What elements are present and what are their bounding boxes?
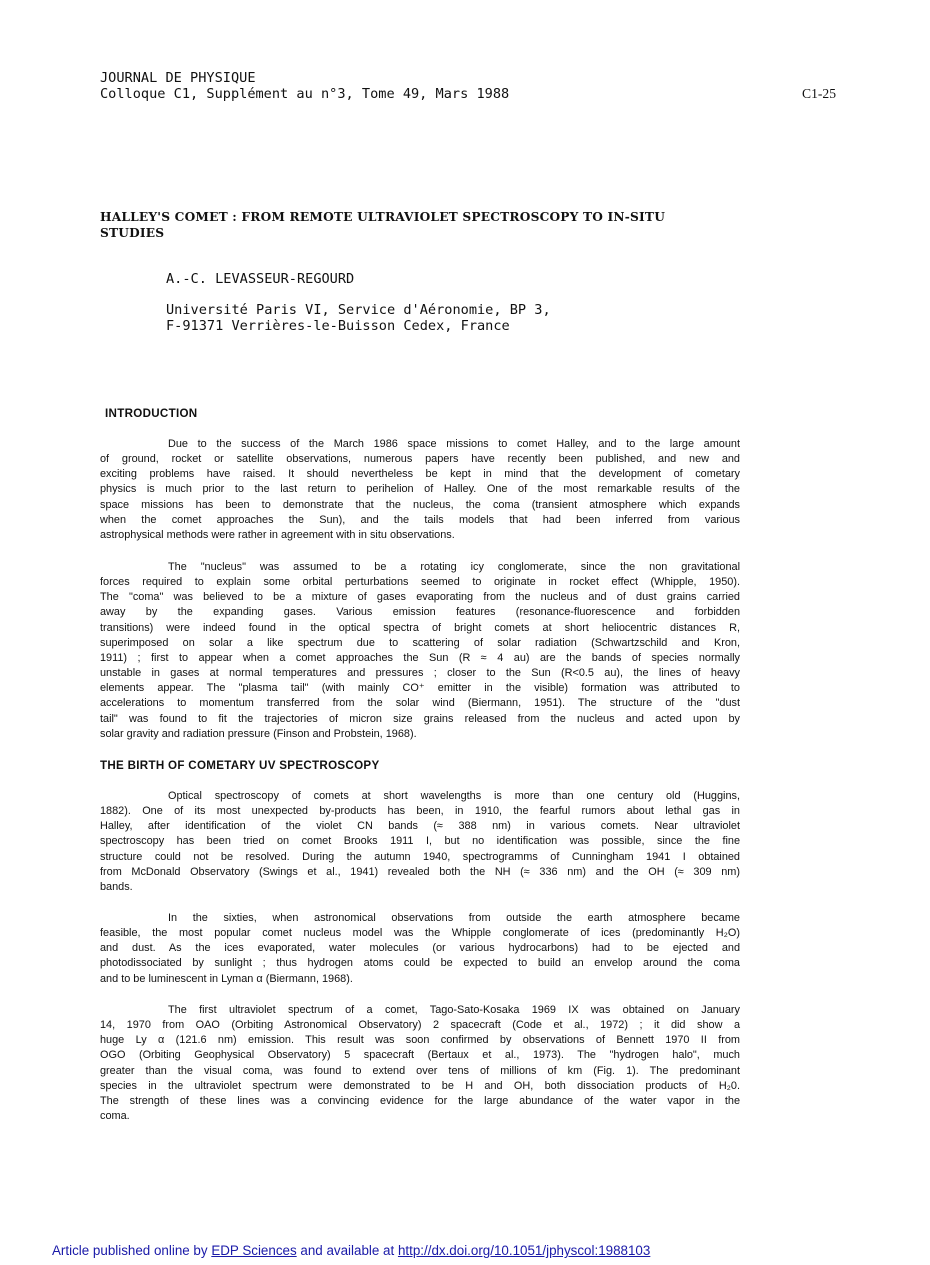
footer-middle: and available at — [300, 1243, 395, 1258]
paragraph — [100, 789, 740, 895]
paragraph — [100, 1003, 740, 1124]
text-line: The "nucleus" was assumed to be a rotating icy conglomerate, since the non gravitational — [168, 561, 740, 573]
text-line: from McDonald Observatory (Swings et al., 1941) revealed both the NH (≈ 336 nm) and the OH (≈ 309 nm) — [100, 865, 740, 878]
journal-name: JOURNAL DE PHYSIQUE — [100, 70, 256, 86]
paragraph — [100, 437, 740, 543]
title-line-2: STUDIES — [100, 226, 165, 240]
text-line: unstable in gases at normal temperatures and pressures ; closer to the Sun (R<0.5 au), the lines of heavy — [100, 667, 740, 680]
text-line: OGO (Orbiting Geophysical Observatory) 5 spacecraft (Bertaux et al., 1973). The "hydrogen halo", much — [100, 1049, 740, 1062]
text-line: greater than the visual coma, was found to extend over tens of millions of km (Fig. 1). The predominant — [100, 1064, 740, 1077]
doi-link[interactable]: http://dx.doi.org/10.1051/jphyscol:1988103 — [397, 1243, 651, 1258]
publisher-link[interactable]: EDP Sciences — [211, 1243, 297, 1258]
text-line: 1882). One of its most unexpected by-products has been, in 1910, the fearful rumors about lethal gas in — [100, 805, 740, 818]
text-line: elements appear. The "plasma tail" (with mainly CO⁺ emitter in the visible) formation was attributed to — [100, 682, 740, 695]
text-line: astrophysical methods were rather in agreement with in situ observations. — [100, 528, 455, 541]
affiliation-line-1: Université Paris VI, Service d'Aéronomie, BP 3, — [166, 302, 551, 318]
text-line: and to be luminescent in Lyman α (Biermann, 1968). — [100, 972, 353, 985]
author-affiliation — [166, 302, 551, 334]
text-line: photodissociated by sunlight ; thus hydrogen atoms could be expected to build an envelop around the coma — [100, 957, 740, 970]
text-line: spectroscopy has been tried on comet Brooks 1911 I, but no identification was possible, since the fine — [100, 835, 740, 848]
affiliation-line-2: F-91371 Verrières-le-Buisson Cedex, France — [166, 318, 510, 334]
text-line: coma. — [100, 1110, 130, 1123]
text-line: bands. — [100, 880, 133, 893]
text-line: physics is much prior to the last return to perihelion of Halley. One of the most remarkable results of the — [100, 483, 740, 496]
text-line: Halley, after identification of the violet CN bands (≈ 388 nm) in various comets. Near ultraviolet — [100, 820, 740, 833]
text-line: when the comet approaches the Sun), and the tails models that had been inferred from various — [100, 513, 740, 526]
footer-prefix: Article published online by — [52, 1243, 208, 1258]
journal-issue: Colloque C1, Supplément au n°3, Tome 49, Mars 1988 — [100, 86, 510, 102]
text-line: space missions has been to demonstrate that the nucleus, the coma (transient atmosphere which expands — [100, 498, 740, 511]
paragraph — [100, 911, 740, 987]
text-line: The "coma" was believed to be a mixture of gases evaporating from the nucleus and of dust grains carried — [100, 591, 740, 604]
text-line: exciting problems have raised. It should nevertheless be kept in mind that the development of cometary — [100, 468, 740, 481]
text-line: 14, 1970 from OAO (Orbiting Astronomical Observatory) 2 spacecraft (Code et al., 1972) ; it did show a — [100, 1019, 740, 1032]
text-line: of ground, rocket or satellite observations, numerous papers have recently been published, and new and — [100, 453, 740, 466]
text-line: species in the ultraviolet spectrum were demonstrated to be H and OH, both dissociation products of H₂0. — [100, 1079, 740, 1092]
journal-header — [100, 70, 509, 102]
text-line: solar gravity and radiation pressure (Finson and Probstein, 1968). — [100, 727, 417, 740]
text-line: 1911) ; first to appear when a comet approaches the Sun (R ≈ 4 au) are the bands of species normally — [100, 651, 740, 664]
section-heading-uv-spectroscopy: THE BIRTH OF COMETARY UV SPECTROSCOPY — [100, 759, 380, 772]
text-line: away by the expanding gases. Various emission features (resonance-fluorescence and forbidden — [100, 606, 740, 619]
text-line: Optical spectroscopy of comets at short wavelengths is more than one century old (Huggins, — [168, 790, 740, 802]
title-line-1: HALLEY'S COMET : FROM REMOTE ULTRAVIOLET SPECTROSCOPY TO IN-SITU — [100, 210, 666, 224]
text-line: accelerations to momentum transferred from the solar wind (Biermann, 1951). The structure of the "dust — [100, 697, 740, 710]
text-line: The strength of these lines was a convincing evidence for the large abundance of the water vapor in the — [100, 1094, 740, 1107]
paragraph — [100, 560, 740, 742]
section-heading-introduction: INTRODUCTION — [105, 407, 198, 420]
text-line: huge Ly α (121.6 nm) emission. This result was soon confirmed by observations of Bennett 1970 II from — [100, 1034, 740, 1047]
page-number: C1-25 — [802, 86, 836, 101]
author-name: A.-C. LEVASSEUR-REGOURD — [166, 271, 355, 287]
text-line: forces required to explain some orbital perturbations seemed to originate in rocket effect (Whipple, 1950). — [100, 576, 740, 589]
text-line: Due to the success of the March 1986 space missions to comet Halley, and to the large amount — [168, 438, 740, 450]
text-line: structure could not be resolved. During the autumn 1940, spectrogramms of Cunningham 1941 I obtained — [100, 850, 740, 863]
text-line: superimposed on solar a like spectrum due to scattering of solar radiation (Schwartzschild and Kron, — [100, 636, 740, 649]
article-title — [100, 209, 740, 241]
publication-footer — [52, 1243, 650, 1258]
text-line: The first ultraviolet spectrum of a comet, Tago-Sato-Kosaka 1969 IX was obtained on January — [168, 1004, 740, 1016]
text-line: In the sixties, when astronomical observations from outside the earth atmosphere became — [168, 912, 740, 924]
text-line: tail" was found to fit the trajectories of micron size grains released from the nucleus and acted upon by — [100, 712, 740, 725]
text-line: feasible, the most popular comet nucleus model was the Whipple conglomerate of ices (predominantly H₂O) — [100, 927, 740, 940]
text-line: transitions) were indeed found in the optical spectra of bright comets at short heliocentric distances R, — [100, 621, 740, 634]
text-line: and dust. As the ices evaporated, water molecules (or various hydrocarbons) had to be ejected and — [100, 942, 740, 955]
